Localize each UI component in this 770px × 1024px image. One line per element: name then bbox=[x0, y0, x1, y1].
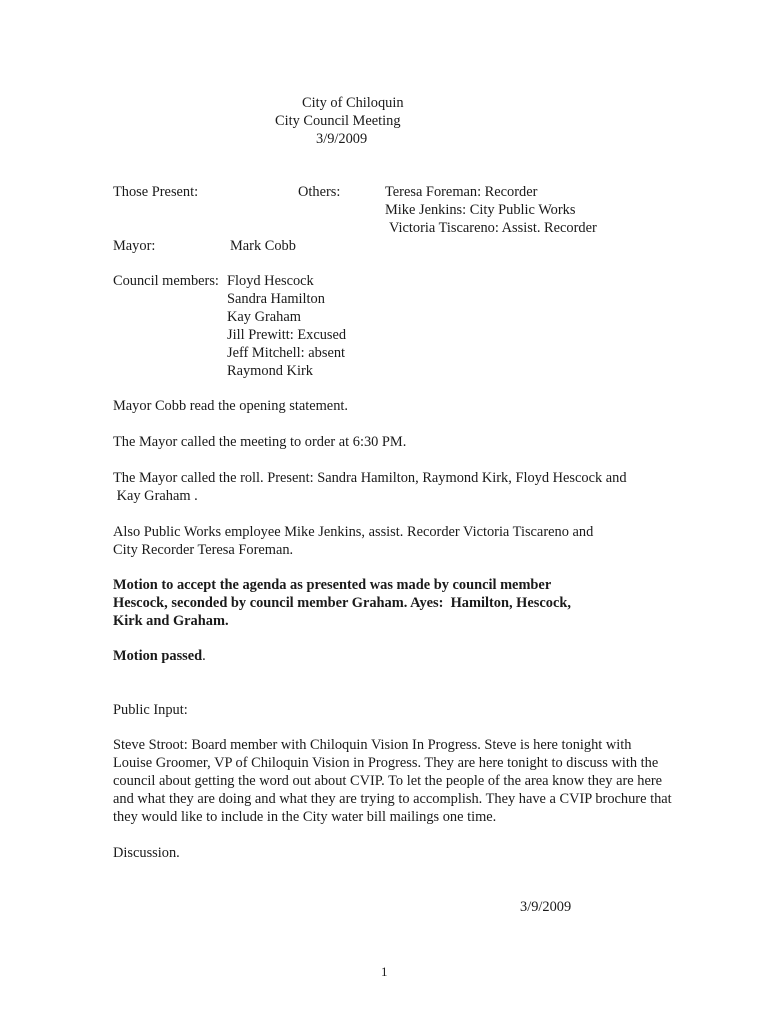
council-member: Floyd Hescock bbox=[227, 273, 314, 289]
steve-line: they would like to include in the City water bill mailings one time. bbox=[113, 809, 497, 825]
steve-line: Louise Groomer, VP of Chiloquin Vision in Progress. They are here tonight to discuss with the bbox=[113, 755, 659, 771]
steve-line: council about getting the word out about CVIP. To let the people of the area know they are here bbox=[113, 773, 663, 789]
mayor-name: Mark Cobb bbox=[230, 238, 296, 254]
mayor-label: Mayor: bbox=[113, 238, 156, 254]
header-date: 3/9/2009 bbox=[316, 131, 368, 147]
header-meeting: City Council Meeting bbox=[275, 113, 401, 129]
motion-passed-text: Motion passed bbox=[113, 648, 203, 664]
footer-date: 3/9/2009 bbox=[520, 899, 572, 915]
steve-line: and what they are doing and what they are trying to accomplish. They have a CVIP brochure that bbox=[113, 791, 672, 807]
opening-statement: Mayor Cobb read the opening statement. bbox=[113, 398, 348, 414]
motion-passed bbox=[113, 647, 206, 665]
page-number: 1 bbox=[381, 964, 388, 979]
roll-line: Kay Graham . bbox=[113, 488, 198, 504]
also-line: City Recorder Teresa Foreman. bbox=[113, 542, 294, 558]
others-item: Victoria Tiscareno: Assist. Recorder bbox=[389, 220, 597, 236]
motion-line: Hescock, seconded by council member Graham. Ayes: Hamilton, Hescock, bbox=[113, 595, 571, 611]
motion-line: Kirk and Graham. bbox=[113, 613, 229, 629]
council-members-list bbox=[227, 272, 346, 380]
also-line: Also Public Works employee Mike Jenkins, assist. Recorder Victoria Tiscareno and bbox=[113, 524, 594, 540]
others-item: Teresa Foreman: Recorder bbox=[385, 184, 538, 200]
council-label: Council members: bbox=[113, 273, 219, 289]
council-member: Jill Prewitt: Excused bbox=[227, 327, 347, 343]
header-city: City of Chiloquin bbox=[302, 95, 404, 111]
roll-line: The Mayor called the roll. Present: Sandra Hamilton, Raymond Kirk, Floyd Hescock and bbox=[113, 470, 627, 486]
others-label: Others: bbox=[298, 184, 341, 200]
council-member: Kay Graham bbox=[227, 309, 301, 325]
motion-passed-period: . bbox=[202, 648, 206, 664]
public-input-heading: Public Input: bbox=[113, 702, 188, 718]
steve-line: Steve Stroot: Board member with Chiloquin Vision In Progress. Steve is here tonight with bbox=[113, 737, 632, 753]
others-list bbox=[385, 183, 597, 237]
public-input-steve bbox=[113, 736, 672, 826]
call-to-order: The Mayor called the meeting to order at 6:30 PM. bbox=[113, 434, 407, 450]
motion-line: Motion to accept the agenda as presented was made by council member bbox=[113, 577, 552, 593]
motion-agenda bbox=[113, 576, 571, 630]
also-present bbox=[113, 523, 593, 559]
others-item: Mike Jenkins: City Public Works bbox=[385, 202, 576, 218]
those-present-label: Those Present: bbox=[113, 184, 199, 200]
roll-call bbox=[113, 469, 627, 505]
discussion: Discussion. bbox=[113, 845, 180, 861]
council-member: Jeff Mitchell: absent bbox=[227, 345, 346, 361]
council-member: Raymond Kirk bbox=[227, 363, 313, 379]
council-member: Sandra Hamilton bbox=[227, 291, 325, 307]
